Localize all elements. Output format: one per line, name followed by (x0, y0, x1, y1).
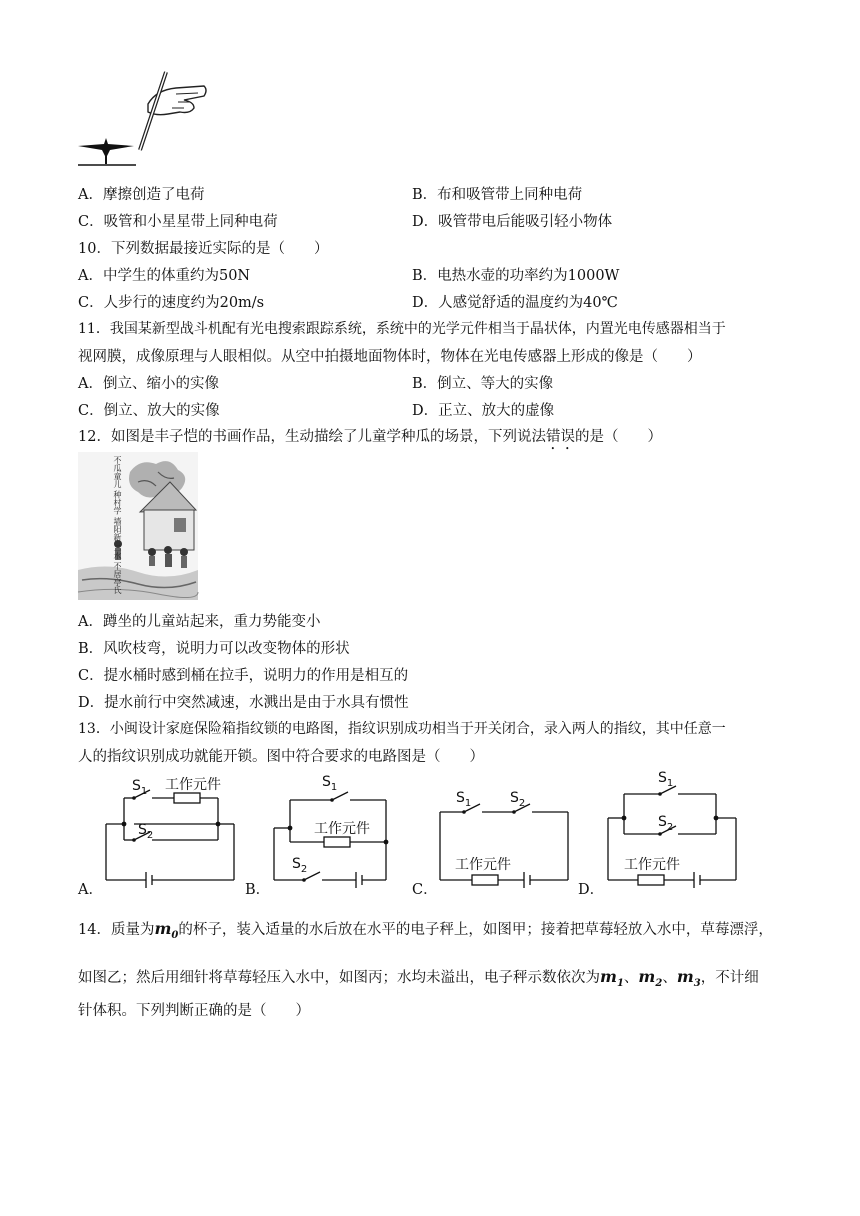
q14-m1-m: m (600, 967, 617, 986)
q14-sep-2: 、 (662, 970, 677, 986)
q12-calligraphy-5: 不居亭氏 (113, 562, 122, 595)
q10-option-b: B．电热水壶的功率约为1000W (412, 268, 620, 284)
q13-label-b: B． (245, 882, 271, 898)
q14-m1-sub: 1 (616, 978, 624, 990)
q13-label-a: A． (78, 882, 103, 898)
q12-option-b: B．风吹枝弯，说明力可以改变物体的形状 (78, 641, 350, 657)
q13-stem-line2: 人的指纹识别成功就能开锁。图中符合要求的电路图是（ ） (78, 749, 484, 765)
q13-c-s2 (510, 790, 525, 809)
q12-stem-post: 的是（ ） (574, 429, 662, 445)
q13-a-component: 工作元件 (165, 777, 221, 793)
q13-d-s2-s: S (658, 814, 667, 830)
q13-d-s1 (658, 770, 673, 789)
q12-calligraphy-3: 墙阳新 (113, 517, 122, 542)
q13-a-s2-s: S (138, 822, 147, 838)
q13-b-s2-sub: 2 (300, 863, 308, 875)
q11-option-d: D．正立、放大的虚像 (412, 403, 555, 419)
q13-a-s1 (132, 778, 147, 797)
q14-m0-sub: 0 (171, 930, 179, 942)
q11-option-c: C．倒立、放大的实像 (78, 403, 220, 419)
q13-label-c: C． (412, 882, 438, 898)
q14-text-1: 14．质量为 (78, 922, 155, 938)
q13-a-s1-sub: 1 (140, 785, 148, 797)
q12-stem-pre: 12．如图是丰子恺的书画作品，生动描绘了儿童学种瓜的场景，下列说法 (78, 429, 546, 445)
q12-option-a: A．蹲坐的儿童站起来，重力势能变小 (78, 614, 321, 630)
q13-d-s2 (658, 814, 673, 833)
q14-text-2: 的杯子，装入适量的水后放在水平的电子秤上，如图甲；接着把草莓轻放入水中，草莓漂浮， (178, 922, 773, 938)
q14-m2-sub: 2 (655, 978, 663, 990)
q14-line3: 针体积。下列判断正确的是（ ） (78, 1003, 310, 1019)
q11-stem-line2: 视网膜，成像原理与人眼相似。从空中拍摄地面物体时，物体在光电传感器上形成的像是（ ） (78, 349, 702, 365)
q13-b-s2 (292, 856, 307, 875)
q11-option-b: B．倒立、等大的实像 (412, 376, 554, 392)
q13-label-d: D． (578, 882, 605, 898)
q13-b-component: 工作元件 (314, 821, 370, 837)
q10-option-d: D．人感觉舒适的温度约为40℃ (412, 295, 618, 311)
q10-option-a: A．中学生的体重约为50N (78, 268, 251, 284)
q13-d-s2-sub: 2 (666, 821, 674, 833)
q12-stem-emphasis: 错误 (545, 429, 575, 445)
q9-option-a: A．摩擦创造了电荷 (78, 187, 205, 203)
q14-m3-sub: 3 (693, 978, 701, 990)
q9-option-c: C．吸管和小星星带上同种电荷 (78, 214, 278, 230)
q13-d-component: 工作元件 (624, 857, 680, 873)
q13-a-s2-sub: 2 (146, 829, 154, 841)
q14-m0-m: m (154, 919, 172, 938)
q13-stem-line1: 13．小闽设计家庭保险箱指纹锁的电路图，指纹识别成功相当于开关闭合，录入两人的指纹，其中任意一 (78, 721, 726, 737)
q13-c-s2-s: S (510, 790, 519, 806)
q14-line1 (78, 918, 773, 941)
q13-c-s1-sub: 1 (464, 797, 472, 809)
q13-b-s1-sub: 1 (330, 781, 338, 793)
q12-calligraphy-1: 不瓜童儿 (113, 456, 122, 488)
q14-m2-m: m (638, 967, 656, 986)
q13-b-s1-s: S (322, 774, 331, 790)
q12-option-d: D．提水前行中突然减速，水溅出是由于水具有惯性 (78, 695, 409, 711)
q13-a-s2 (138, 822, 153, 841)
q13-b-s1 (322, 774, 337, 793)
q14-m3-m: m (676, 967, 694, 986)
q13-c-s2-sub: 2 (518, 797, 526, 809)
q10-stem: 10．下列数据最接近实际的是（ ） (78, 241, 329, 257)
q14-text-4: ，不计细 (700, 970, 759, 986)
q13-a-s1-s: S (132, 778, 141, 794)
q9-figure (76, 68, 216, 178)
q14-line2 (78, 966, 759, 989)
q12-calligraphy-2: 种村学 (113, 490, 122, 515)
q14-m2 (638, 967, 663, 990)
q9-option-d: D．吸管带电后能吸引轻小物体 (412, 214, 613, 230)
q12-stem (78, 425, 662, 453)
q11-stem-line1: 11．我国某新型战斗机配有光电搜索跟踪系统，系统中的光学元件相当于晶状体，内置光电传感器相当于 (78, 321, 726, 337)
q13-circuit-d (602, 772, 752, 892)
q13-d-s1-sub: 1 (666, 777, 674, 789)
q14-sep-1: 、 (623, 970, 639, 986)
q12-calligraphy-4: 二水 (113, 543, 122, 560)
q12-painting-calligraphy (80, 456, 122, 594)
q12-option-c: C．提水桶时感到桶在拉手，说明力的作用是相互的 (78, 668, 409, 684)
q13-d-s1-s: S (658, 770, 667, 786)
q14-m3 (676, 967, 701, 990)
q13-b-s2-s: S (292, 856, 301, 872)
q14-m1 (600, 967, 624, 990)
q14-text-3: 如图乙；然后用细针将草莓轻压入水中，如图丙；水均未溢出，电子秤示数依次为 (78, 970, 600, 986)
q13-c-s1-s: S (456, 790, 465, 806)
q10-option-c: C．人步行的速度约为20m/s (78, 295, 265, 311)
q13-c-s1 (456, 790, 471, 809)
q14-m0 (154, 919, 179, 942)
q11-option-a: A．倒立、缩小的实像 (78, 376, 219, 392)
q13-c-component: 工作元件 (455, 857, 511, 873)
q9-option-b: B．布和吸管带上同种电荷 (412, 187, 583, 203)
